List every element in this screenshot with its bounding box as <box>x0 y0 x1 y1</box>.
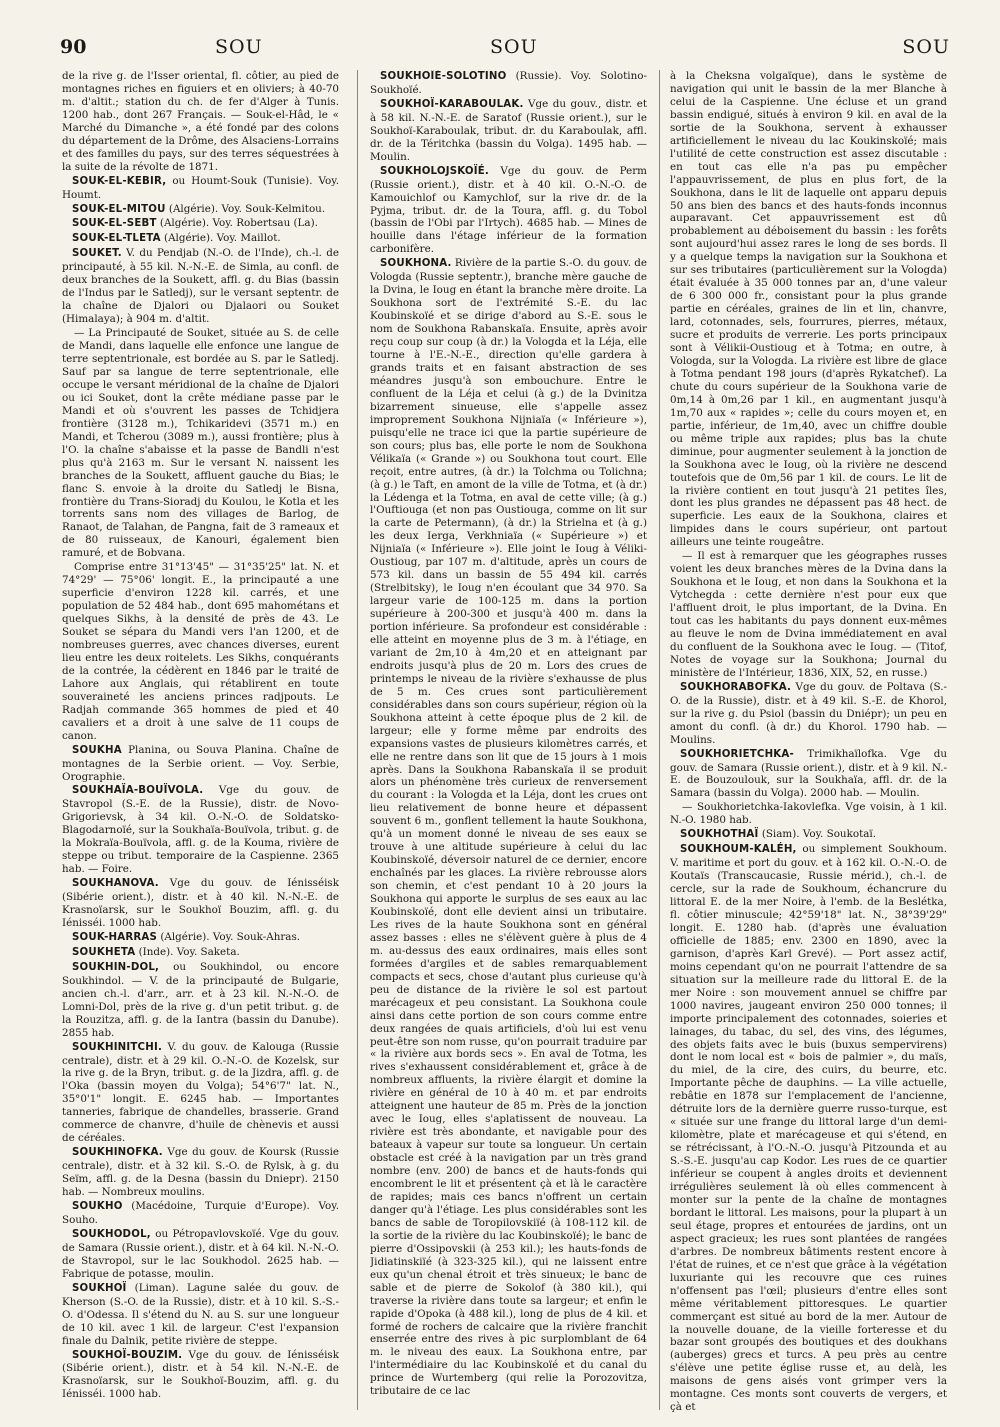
entry-text: Vge du gouv., distr. et à 58 kil. N.-N.-E. de Saratof (Russie orient.), sur le Soukhoï-Karaboulak, tribut. dr. du Karaboulak, affl. dr. de la Téritchka (bassin du Volga). 1495 hab. — Moulin. <box>370 97 647 163</box>
entry-headword: SOUKHODOL, <box>72 1228 151 1240</box>
entry-text: de la rive g. de l'Isser oriental, fl. côtier, au pied de montagnes riches en figuiers et en oliviers; à 40-70 m. d'altit.; station du ch. de fer d'Alger à Tunis. 1200 hab., dont 267 Français. — Souk-el-Hâd, le « Marché du Dimanche », a été fondé par des colons du département de la Drôme, des Alsaciens-Lorrains et des familles du pays, sur des terres séquestrées à la suite de la révolte de 1871. <box>62 70 339 173</box>
entry-text: Vge du gouv. de Poltava (S.-O. de la Russie), distr. et à 49 kil. S.-E. de Khorol, sur la rive g. du Psiol (bassin du Dniépr); un peu en amont du confl. (à dr.) du Khorol. 1790 hab. — Moulins. <box>670 680 947 746</box>
entry-text: (Algérie). Voy. Maillot. <box>164 232 281 245</box>
entry-headword: SOUKET. <box>72 248 122 260</box>
running-head-left: SOU <box>215 36 263 58</box>
dictionary-entry <box>62 327 339 560</box>
dictionary-entry <box>62 175 339 202</box>
dictionary-entry <box>62 247 339 326</box>
entry-text: (Russie). Voy. Solotino-Soukhoïé. <box>370 70 647 96</box>
entry-headword: SOUKHONA. <box>380 258 452 270</box>
entry-headword: SOUKHOUM-KALÉH, <box>680 844 797 856</box>
dictionary-entry <box>62 1282 339 1348</box>
dictionary-entry <box>62 232 339 246</box>
dictionary-entry <box>670 801 947 827</box>
dictionary-entry <box>370 257 647 1398</box>
entry-text: (Liman). Lagune salée du gouv. de Kherson (S.-O. de la Russie), distr. et à 10 kil. S.-S.-O. d'Odessa. Il s'étend du N. au S. sur une longueur de 10 kil. avec 1 kil. de largeur. C'est l'expansion finale du Dalnik, petite rivière de steppe. <box>62 1281 339 1347</box>
entry-headword: SOUKHETA <box>72 946 136 958</box>
entry-text: V. du gouv. de Kalouga (Russie centrale), distr. et à 29 kil. O.-N.-O. de Kozelsk, sur la rive g. de la Bryn, tribut. g. de la Jizdra, affl. g. de l'Oka (bassin moyen du Volga); 54°6'7" lat. N., 35°0'1" longit. E. 6245 hab. — Importantes tanneries, fabrique de chandelles, brasserie. Grand commerce de chanvre, d'huile de chènevis et aussi de céréales. <box>62 1040 339 1145</box>
entry-text: (Macédoine, Turquie d'Europe). Voy. Souho. <box>62 1200 339 1226</box>
entry-text: Vge du gouv. de Iénisséisk (Sibérie orient.), distr. et à 54 kil. N.-N.-E. de Krasnoïarsk, sur le Soukhoï-Bouzim, affl. g. du Iénisséi. 1000 hab. <box>62 1348 339 1401</box>
dictionary-entry <box>370 98 647 164</box>
dictionary-entry <box>62 1146 339 1199</box>
text-column-right <box>670 70 947 1415</box>
entry-headword: SOUKHO <box>72 1201 123 1213</box>
dictionary-entry <box>62 217 339 231</box>
running-head-center: SOU <box>490 36 538 58</box>
text-column-left <box>62 70 339 1415</box>
entry-text: Trimikhaïlofka. Vge du gouv. de Samara (Russie orient.), distr. et à 9 kil. N.-E. de Bouzoulouk, sur la Soukhaïa, affl. dr. de la Samara (bassin du Volga). 2000 hab. — Moulin. <box>670 747 947 800</box>
dictionary-entry <box>62 946 339 960</box>
entry-headword: SOUKHORABOFKA. <box>680 681 792 693</box>
entry-headword: SOUK-EL-TLETA <box>72 233 161 245</box>
entry-text: ou Pétropavlovskoïé. Vge du gouv. de Samara (Russie orient.), distr. et à 64 kil. N.-N.-O. de Stavropol, sur le lac Soukhodol. 2625 hab. — Fabrique de potasse, moulin. <box>62 1227 339 1280</box>
entry-headword: SOUKHINITCHI. <box>72 1041 163 1053</box>
entry-headword: SOUK-HARRAS <box>72 931 158 943</box>
entry-headword: SOUKHOÏ-KARABOULAK. <box>380 98 524 110</box>
entry-text: ou Houmt-Souk (Tunisie). Voy. Houmt. <box>62 174 339 201</box>
entry-text: V. du Pendjab (N.-O. de l'Inde), ch.-l. de principauté, à 55 kil. N.-N.-E. de Simla, au confl. de deux branches de la Soukett, affl. g. du Bias (bassin de l'Indus par le Satledj), sur le versant septentr. de la chaîne de Djalori ou Djalaori ou Souket (Himalaya); à 904 m. d'altit. <box>62 247 339 326</box>
entry-headword: SOUK-EL-KEBIR, <box>72 175 167 187</box>
entry-text: (Algérie). Voy. Robertsau (La). <box>159 217 318 230</box>
dictionary-entry <box>62 931 339 945</box>
entry-text: Vge du gouv. de Koursk (Russie centrale), distr. et à 32 kil. S.-O. de Rylsk, à g. du Seïm, affl. g. de la Desna (bassin du Dniepr). 2150 hab. — Nombreux moulins. <box>62 1146 339 1199</box>
entry-text: (Inde). Voy. Saketa. <box>138 945 240 958</box>
entry-text: Comprise entre 31°13'45" — 31°35'25" lat. N. et 74°29' — 75°06' longit. E., la principauté a une superficie d'environ 1228 kil. carrés, et une population de 52 484 hab., dont 695 mahométans et quelques Sikhs, à la densité de près de 43. Le Souket se sépara du Mandi vers l'an 1200, et de nombreuses guerres, avec chances diverses, eurent lieu entre les deux roitelets. Les Sikhs, conquérants de la contrée, la cédèrent en 1846 par le traité de Lahore aux Anglais, qui rétablirent en toute souveraineté les anciens princes radjpouts. Le Radjah commande 365 hommes de pied et 40 cavaliers et a droit à une salve de 11 coups de canon. <box>62 561 339 742</box>
entry-text: Vge du gouv. de Iénisséisk (Sibérie orient.), distr. et à 40 kil. N.-N.-E. de Krasnoïarsk, sur le Soukhoï Bouzim, affl. g. du Iénisséi. 1000 hab. <box>62 877 339 929</box>
entry-text: — Il est à remarquer que les géographes russes voient les deux branches mères de la Dvina dans la Soukhona et le Ioug, et non dans la Soukhona et la Vytchegda : cette dernière n'est pour eux que l'affluent droit, le plus important, de la Dvina. En tout cas les habitants du pays donnent eux-mêmes au fleuve le nom de Dvina immédiatement en aval du confluent de la Soukhona avec le Ioug. — (Titof, Notes de voyage sur la Soukhona; Journal du ministère de l'Intérieur, 1836, XIX, 52, en russe.) <box>670 550 947 679</box>
dictionary-entry <box>62 1041 339 1146</box>
entry-headword: SOUKHOLOJSKOÏÉ. <box>380 165 489 177</box>
entry-text: Planina, ou Souva Planina. Chaîne de montagnes de la Serbie orient. — Voy. Serbie, Orographie. <box>62 743 339 783</box>
entry-headword: SOUKHIN-DOL, <box>72 961 160 973</box>
entry-text: — Soukhorietchka-Iakovlefka. Vge voisin, à 1 kil. N.-O. 1980 hab. <box>670 801 947 827</box>
entry-text: — La Principauté de Souket, située au S. de celle de Mandi, dans laquelle elle enfonce une langue de terre septentrionale, est bordée au S. par le Satledj. Sauf par sa langue de terre septentrionale, elle occupe le versant méridional de la chaîne de Djalori ou ici Souket, dont la crête médiane passe par le Mandi et où s'ouvrent les passes de Tchidjera frontière (3128 m.), Tchikaridevi (3571 m.) en Mandi, et Tcherou (3089 m.), aussi frontière; plus à l'O. la chaîne s'abaisse et la passe de Bandli n'est plus qu'à 2163 m. Sur le versant N. naissent les branches de la Soukett, affluent gauche du Bias; le flanc S. envoie à la droite du Satledj le Bisna, frontière du Trans-Sioradj du Koulou, le Kotla et les torrents sans nom des villages de Barlog, de Ranaot, de Talahan, de Pangna, fait de 3 rameaux et de 80 ruisseaux, de Kanouri, également bien ramuré, et de Bobvana. <box>62 327 339 560</box>
dictionary-entry <box>62 1228 339 1281</box>
text-column-middle <box>370 70 647 1415</box>
column-rule <box>357 70 358 1410</box>
dictionary-entry <box>62 561 339 742</box>
dictionary-entry <box>370 70 647 97</box>
entry-headword: SOUKHOÏ <box>72 1282 127 1294</box>
entry-headword: SOUKHOTHAÏ <box>680 829 759 841</box>
entry-text: Vge du gouv. de Perm (Russie orient.), distr. et à 40 kil. O.-N.-O. de Kamouichlof ou Kamychlof, sur la rive dr. de la Pyjma, tribut. dr. de la Toura, affl. g. du Tobol (bassin de l'Obi par l'Irtych). 4685 hab. — Mines de houille dans l'étage inférieur de la formation carbonifère. <box>370 164 647 256</box>
dictionary-entry <box>62 744 339 784</box>
dictionary-entry <box>670 70 947 549</box>
entry-headword: SOUKHAÏA-BOUÏVOLA. <box>72 785 204 797</box>
dictionary-entry <box>62 1200 339 1227</box>
entry-headword: SOUKHORIETCHKA- <box>680 748 794 760</box>
entry-headword: SOUKHOÏÉ-SOLOTINO <box>380 71 507 82</box>
entry-headword: SOUKHANOVA. <box>72 878 159 890</box>
dictionary-entry <box>62 877 339 930</box>
page-number: 90 <box>60 36 87 58</box>
dictionary-entry <box>670 843 947 1414</box>
dictionary-entry <box>62 70 339 174</box>
entry-headword: SOUKHA <box>72 744 122 756</box>
entry-text: (Algérie). Voy. Souk-Kelmitou. <box>168 202 326 215</box>
entry-headword: SOUKHOÏ-BOUZIM. <box>72 1349 183 1361</box>
dictionary-entry <box>62 961 339 1040</box>
dictionary-entry <box>670 828 947 842</box>
entry-text: (Siam). Voy. Soukotaï. <box>761 828 877 841</box>
entry-text: à la Cheksna volgaïque), dans le système de navigation qui unit le bassin de la mer Blanche à celui de la Caspienne. Une écluse et un grand bassin endigué, situés à environ 9 kil. en aval de la sortie de la Soukhona, servent à exhausser artificiellement le niveau du lac Koukinskoïé; mais l'utilité de cette construction est assez discutable : en tout cas elle n'a pas pu empêcher l'appauvrissement, de plus en plus fort, de la Soukhona, dans le lit de laquelle ont apparu depuis 50 ans bien des bancs et des hauts-fonds inconnus auparavant. Cet appauvrissement est dû probablement au déboisement du bassin : les forêts sont aujourd'hui assez rares le long de ses bords. Il y a quelque temps la navigation sur la Soukhona et sur ses tributaires (particulièrement sur la Vologda) était évaluée à 35 000 tonnes par an, d'une valeur de 6 300 000 fr., consistant pour la plus grande partie en céréales, graines de lin et lin, chanvre, lard, cotonnades, sels, fourrures, pierres, métaux, sucre et produits de verrerie. Les ports principaux sont à Vélikii-Oustioug et à Totma; en outre, à Vologda, sur la Vologda. La rivière est libre de glace à Totma pendant 198 jours (d'après Rykatchef). La chute du cours supérieur de la Soukhona varie de 0m,14 à 0m,26 par 1 kil., en augmentant jusqu'à 1m,70 aux « rapides »; celle du cours moyen et, en partie, inférieur, de 1m,40, avec un chiffre double ou même triple aux rapides; plus bas la chute diminue, pour augmenter seulement à la jonction de la Soukhona avec le Ioug, où la rivière ne descend toutefois que de 0m,56 par 1 kil. de cours. Le lit de la rivière contient en tout jusqu'à 21 petites îles, dont les plus grandes ne dépassent pas 48 hect. de superficie. Les eaux de la Soukhona, claires et limpides dans le cours supérieur, ont partout ailleurs une teinte rougeâtre. <box>670 70 947 549</box>
entry-text: Rivière de la partie S.-O. du gouv. de Vologda (Russie septentr.), branche mère gauche de la Dvina, le Ioug en étant la branche mère droite. La Soukhona sort de l'extrémité S.-E. du lac Koubinskoïé et se dirige d'abord au S.-E. sous le nom de Soukhona Rabanskaïa. Ensuite, après avoir reçu coup sur coup (à dr.) la Vologda et la Léja, elle tourne à l'E.-N.-E., direction qu'elle gardera à grands traits et en faisant abstraction de ses méandres jusqu'à son embouchure. Entre le confluent de la Léja et celui (à g.) de la Dvinitza bizarrement sinueuse, elle s'appelle assez improprement Soukhona Nijniaïa (« Inférieure »), puisqu'elle ne trace ici que la partie supérieure de son cours; plus bas, elle porte le nom de Soukhona Vélikaïa (« Grande ») ou Soukhona tout court. Elle reçoit, entre autres, (à dr.) la Tolchma ou Tolichna; (à g.) le Taft, en amont de la ville de Totma, et (à dr.) la Lédenga et la Totma, en aval de cette ville; (à g.) l'Ouftiouga (et non pas Oustiouga, comme on lit sur la carte de Petermann), (à dr.) la Strielna et (à g.) les deux Ierga, Verkhniaïa (« Supérieure ») et Nijniaïa (« Inférieure »). Elle joint le Ioug à Véliki-Oustioug, par 107 m. d'altitude, après un cours de 573 kil. dans un bassin de 55 494 kil. carrés (Strelbitsky), le Ioug n'en écoulant que 34 970. Sa largeur varie de 100-125 m. dans la portion supérieure à 200-300 et jusqu'à 400 m. dans la portion inférieure. Sa profondeur est considérable : elle atteint en moyenne plus de 3 m. à l'étiage, en variant de 2m,10 à 4m,20 et en atteignant par endroits jusqu'à plus de 20 m. Lors des crues de printemps le niveau de la rivière s'exhausse de plus de 5 m. Ces crues sont particulièrement considérables dans son cours supérieur, région où la Soukhona atteint à cette époque plus de 2 kil. de largeur; elle y forme même par endroits des expansions vastes de plusieurs kilomètres carrés, et elle ne rentre dans son lit que de 15 jours à 1 mois après. Dans la Soukhona Rabanskaïa il se produit alors un phénomène très curieux de renversement du courant : la Vologda et la Léja, dont les crues ont lieu relativement de bonne heure et dépassent souvent 6 m., gonflent tellement la haute Soukhona, qu'à un moment donné le niveau de ses eaux se trouve à une altitude supérieure à celui du lac Koubinskoïé, déversoir naturel de ce dernier, encore enchaînés par les glaces. La rivière rebrousse alors son chemin, et c'est pendant 10 à 20 jours la Soukhona qui apporte le surplus de ses eaux au lac Koubinskoïé, dont elle devient ainsi un tributaire. Les rives de la haute Soukhona sont en général assez basses : elles ne s'élèvent guère à plus de 4 m. au-dessus des eaux ordinaires, mais elles sont formées d'argiles et de sables remarquablement compacts et secs, chose d'autant plus curieuse qu'à peu de distance de la rivière le sol est partout marécageux et peu consistant. La Soukhona coule ainsi dans cette portion de son cours comme entre deux rangées de quais artificiels, d'où lui est venu peut-être son nom russe, qu'on pourrait traduire par « la rivière aux bords secs ». En aval de Totma, les rives s'exhaussent considérablement et, grâce à de nombreux affluents, la rivière élargit et domine la rivière en général de 10 à 40 m. et par endroits atteignent une hauteur de 85 m. Près de la jonction avec le Ioug, elles s'aplatissent de nouveau. La rivière est très abondante, et navigable pour des bateaux à vapeur sur toute sa longueur. Un certain obstacle est créé à la navigation par un très grand nombre (env. 200) de bancs et de hauts-fonds qui encombrent le lit et présentent çà et là le caractère de rapides; mais ces bancs n'offrent un certain danger qu'à l'étiage. Les plus considérables sont les bancs de sable de Toropilovskiïé (à 108-112 kil. de la sortie de la rivière du lac Koubinskoïé); le banc de pierre d'Ossipovskii (à 253 kil.); les hauts-fonds de Jidiatinskiïé (à 323-325 kil.), qui ne laissent entre eux qu'un chenal étroit et très sinueux; le banc de sable et de pierre de Sokolof (à 380 kil.), qui traverse la rivière dans toute sa largeur; et enfin le rapide d'Opoka (à 488 kil.), long de plus de 4 kil. et formé de rochers de calcaire que la rivière franchit enserrée entre des rives à pic surplomblant de 64 m. le niveau des eaux. La Soukhona entre, par l'intermédiaire du lac Koubinskoïé et du canal du prince de Wurtemberg (qui relie la Porozovitza, tributaire de ce lac <box>370 257 647 1398</box>
entry-headword: SOUKHINOFKA. <box>72 1147 163 1159</box>
dictionary-entry <box>62 203 339 217</box>
entry-text: (Algérie). Voy. Souk-Ahras. <box>160 930 301 943</box>
dictionary-entry <box>670 748 947 801</box>
dictionary-entry <box>62 784 339 876</box>
column-rule <box>659 70 660 1410</box>
entry-headword: SOUK-EL-MITOU <box>72 203 166 215</box>
entry-text: Vge du gouv. de Stavropol (S.-E. de la Russie), distr. de Novo-Grigorievsk, à 34 kil. O.-N.-O. de Soldatsko-Blagodarnoïé, sur la Soukhaïa-Bouïvola, tribut. g. de la Mokraïa-Bouïvola, affl. g. de la Kouma, rivière de steppe ou tribut. temporaire de la Caspienne. 2365 hab. — Foire. <box>62 784 339 876</box>
running-head-right: SOU <box>902 36 950 58</box>
dictionary-entry <box>670 550 947 680</box>
page-header <box>60 30 950 62</box>
dictionary-entry <box>370 165 647 257</box>
dictionary-entry <box>670 681 947 747</box>
dictionary-entry <box>62 1349 339 1402</box>
entry-text: ou simplement Soukhoum. V. maritime et port du gouv. et à 162 kil. O.-N.-O. de Koutaïs (Transcaucasie, Russie mérid.), ch.-l. de cercle, sur la rade de Soukhoum, échancrure du littoral E. de la mer Noire, à l'emb. de la Beslétka, fl. côtier minuscule; 42°59'18" lat. N., 38°39'29" longit. E. 1280 hab. (d'après une évaluation officielle de 1885; env. 2300 en 1890, avec la garnison, d'après Karl Grevé). — Port assez actif, moins cependant qu'on ne pourrait l'attendre de sa situation sur la meilleure rade du littoral E. de la mer Noire : son mouvement annuel se chiffre par 1000 navires, jaugeant environ 250 000 tonnes; il importe principalement des cotonnades, soieries et lainages, du tabac, du sel, des vins, des légumes, des objets faits avec le buis (buxus sempervirens) dont le nom local est « bois de palmier », du maïs, du miel, de la cire, des cuirs, du beurre, etc. Importante pêche de dauphins. — La ville actuelle, rebâtie en 1878 sur l'emplacement de l'ancienne, détruite lors de la dernière guerre russo-turque, est « située sur une frange du littoral large d'un demi-kilomètre, plate et marécageuse et qui s'étend, en se rétrécissant, à l'O.-N.-O. jusqu'à Pitzounda et au S.-S.-E. jusqu'au cap Kodor. Les rues de ce quartier inférieur se coupent à angles droits et deviennent irrégulières seulement là où elles commencent à monter sur la pente de la chaîne de montagnes bordant le littoral. Les maisons, pour la plupart à un seul étage, propres et entourées de jardins, ont un aspect gracieux; les rues sont plantées de rangées d'arbres. De nombreux bâtiments restent encore à l'état de ruines, et ce n'est que grâce à la végétation luxuriante qui les recouvre que ces ruines n'offensent pas l'œil; plusieurs d'entre elles sont même véritablement pittoresques. Le quartier commerçant est situé au bord de la mer. Autour de la nouvelle douane, de la vieille forteresse et du bazar sont groupés des boutiques et des doukhans (auberges) grecs et turcs. A peu près au centre s'élève une petite église russe et, au delà, les maisons de gens aisés vont grimper vers la montagne. Ces monts sont couverts de vergers, et çà et <box>670 843 947 1414</box>
entry-headword: SOUK-EL-SEBT <box>72 218 157 230</box>
entry-text: ou Soukhindol, ou encore Soukhindol. — V. de la principauté de Bulgarie, ancien ch.-l. d'arr., arr. et à 23 kil. N.-N.-O. de Lomni-Dol, près de la rive g. d'un petit tribut. g. de la Rouzitza, affl. g. de la Iantra (bassin du Danube). 2855 hab. <box>62 960 339 1039</box>
